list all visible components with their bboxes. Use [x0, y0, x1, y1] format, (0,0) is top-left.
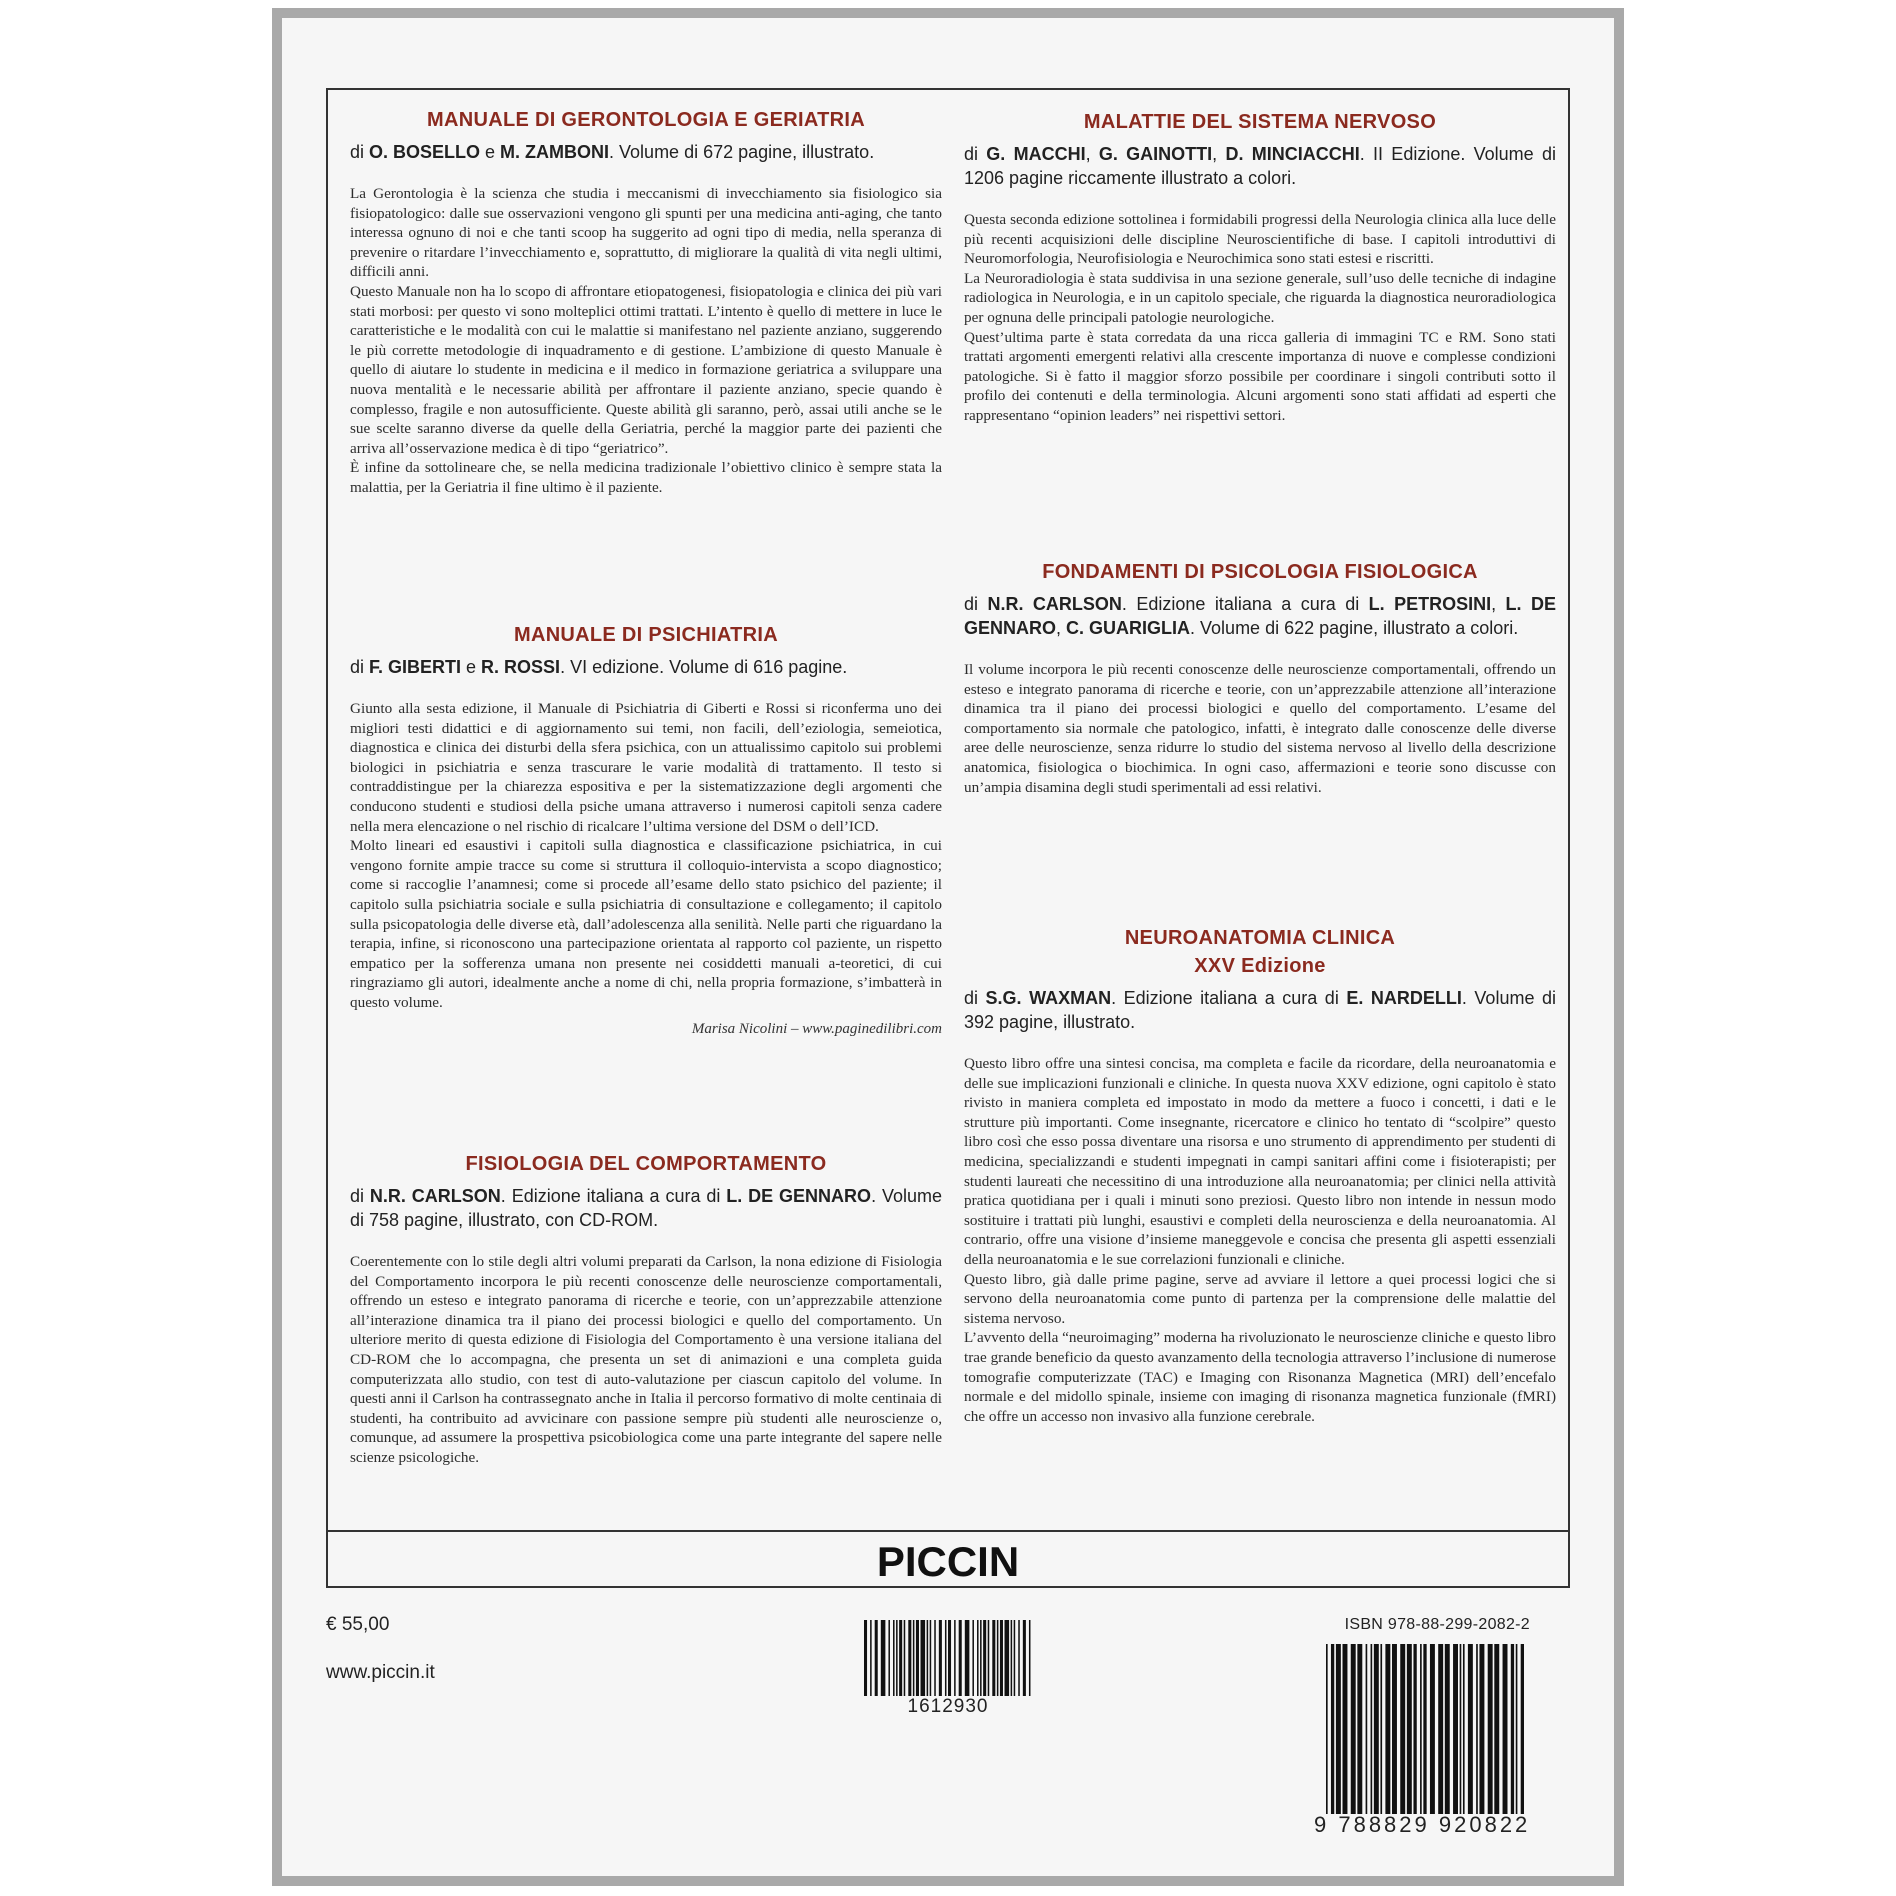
author-name: D. MINCIACCHI: [1225, 144, 1360, 164]
author-name: C. GUARIGLIA: [1066, 618, 1191, 638]
barcode-bar: [1488, 1644, 1493, 1814]
barcode-bar: [1503, 1644, 1508, 1814]
barcode-bar: [1011, 1620, 1013, 1696]
author-name: M. ZAMBONI: [500, 142, 610, 162]
barcode-bar: [980, 1620, 982, 1696]
barcode-bar: [864, 1620, 867, 1696]
barcode-bar: [881, 1620, 886, 1696]
barcode-bar: [1516, 1644, 1518, 1814]
price: € 55,00: [326, 1614, 390, 1635]
description-paragraph: Molto lineari ed esaustivi i capitoli sulla diagnostica e classificazione psichiatrica, in cui vengono fornite ampie tracce su come si struttura il colloquio-intervista a scopo diagnostico; come si raccoglie l’anamnesi; come si procede all’esame dello stato psichico del paziente; il capitolo sulla psichiatria sociale e sulla psichiatria di consultazione e collegamento; il capitolo sulla psicopatologia delle diverse età, dall’adolescenza alla senilità. Nelle parti che riguardano la terapia, infine, si riconoscono una partecipazione orientata al rapporto col paziente, un rispetto empatico per la sofferenza umana non presente nei cosiddetti manuali a-teoretici, di cui ringraziamo gli autori, idealmente anche a nome di chi, nella propria formazione, s’imbatterà in questo volume.: [350, 837, 942, 1011]
author-name: S.G. WAXMAN: [985, 988, 1112, 1008]
author-name: L. DE GENNARO: [726, 1186, 872, 1206]
barcode-bar: [1336, 1644, 1341, 1814]
book-description: [350, 184, 942, 498]
barcode-bar: [1476, 1644, 1478, 1814]
book-title: FONDAMENTI DI PSICOLOGIA FISIOLOGICA: [1042, 561, 1478, 583]
barcode-bar: [1343, 1644, 1348, 1814]
description-paragraph: Questo Manuale non ha lo scopo di affrontare etiopatogenesi, fisiopatologia e clinica dei più vari stati morbosi: per questo vi sono molteplici ottimi trattati. L’intento è quello di mettere in luce le caratteristiche e le modalità con cui le malattie si manifestano nel paziente anziano, suggerendo le più corrette metodologie di inquadramento e di gestione. L’ambizione di questo Manuale è quello di aiutare lo studente in medicina e il medico in formazione geriatrica a sviluppare una nuova mentalità e le necessarie abilità per affrontare il paziente anziano, specie quando è complesso, fragile e non autosufficiente. Queste abilità gli saranno, però, assai utili anche se le sue scelte saranno diverse da quelle della Geriatria, perché la maggior parte dei pazienti che arriva all’osservazione medica è di tipo “geriatrico”.: [350, 282, 942, 457]
barcode-bar: [934, 1620, 936, 1696]
barcode-bar: [1479, 1644, 1484, 1814]
barcode-bar: [1380, 1644, 1382, 1814]
barcode-bar: [893, 1620, 895, 1696]
barcode-bar: [1023, 1620, 1026, 1696]
cover-footer: [326, 1600, 1570, 1880]
barcode-bar: [1000, 1620, 1003, 1696]
book-title: NEUROANATOMIA CLINICA: [1124, 927, 1396, 949]
book-edition: XXV Edizione: [1194, 955, 1326, 977]
book-comportamento: [350, 1150, 942, 1468]
book-description: [350, 699, 942, 1013]
author-name: L. PETROSINI: [1368, 594, 1492, 614]
description-paragraph: La Neuroradiologia è stata suddivisa in una sezione generale, sull’uso delle tecniche di indagine radiologica in Neurologia, e in un capitolo speciale, che riguarda la diagnostica neuroradiologica per ognuna delle principali patologie neurologiche.: [964, 269, 1556, 326]
book-description: [964, 1054, 1556, 1426]
author-name: G. MACCHI: [986, 144, 1086, 164]
book-authors: di S.G. WAXMAN. Edizione italiana a cura di E. NARDELLI. Volume di 392 pagine, illustrato.: [964, 988, 1556, 1032]
barcode-bar: [913, 1620, 915, 1696]
barcode-bar: [1463, 1644, 1465, 1814]
book-psichiatria: [350, 621, 942, 1038]
book-psicologia-fisiologica: [964, 558, 1556, 797]
description-paragraph: Il volume incorpora le più recenti conoscenze delle neuroscienze comportamentali, offrendo un esteso e integrato panorama di ricerche e teorie, con un’apprezzabile attenzione all’interazione dinamica tra il piano dei processi biologici e quello del comportamento. L’esame del comportamento sia normale che patologico, infatti, è integrato dalle conoscenze delle diverse aree delle neuroscienze, senza ridurre lo studio del sistema nervoso al livello della descrizione anatomica, fisiologica o biochimica. In ogni caso, affermazioni e teorie sono discusse con un’ampia disamina degli studi sperimentali ad essi relativi.: [964, 661, 1556, 796]
barcode-bar: [1407, 1644, 1412, 1814]
barcode-bar: [927, 1620, 929, 1696]
barcode-bar: [988, 1620, 990, 1696]
description-paragraph: Giunto alla sesta edizione, il Manuale di Psichiatria di Giberti e Rossi si riconferma uno dei migliori testi didattici e di aggiornamento sui temi, non facili, dell’eziologia, semeiotica, diagnostica e clinica dei disturbi della sfera psichica, con un attualissimo capitolo sui problemi biologici in psichiatria e senza trascurare le varie modalità di trattamento. Il testo si contraddistingue per la chiarezza espositiva e per la sistematizzazione degli argomenti che conducono studenti e studiosi della psiche umana attraverso i numerosi capitoli senza cadere nella mera elencazione o nel rischio di ricalcare l’ultima versione del DSM o dell’ICD.: [350, 700, 942, 835]
description-paragraph: È infine da sottolineare che, se nella medicina tradizionale l’obiettivo clinico è sempre stata la malattia, per la Geriatria il fine ultimo è il paziente.: [350, 459, 942, 496]
barcode-bar: [1351, 1644, 1356, 1814]
book-authors: di N.R. CARLSON. Edizione italiana a cura di L. PETROSINI, L. DE GENNARO, C. GUARIGLIA. Volume di 622 pagine, illustrato a colori.: [964, 594, 1556, 638]
barcode-bar: [1423, 1644, 1426, 1814]
barcode-bar: [1413, 1644, 1416, 1814]
barcode-bar: [954, 1620, 956, 1696]
barcode-bar: [875, 1620, 878, 1696]
barcode-bar: [1371, 1644, 1373, 1814]
author-name: F. GIBERTI: [369, 657, 462, 677]
barcode-bar: [1392, 1644, 1397, 1814]
isbn-barcode-number: 9 788829 920822: [1314, 1812, 1531, 1837]
book-sistema-nervoso: [964, 108, 1556, 426]
barcode-bar: [930, 1620, 932, 1696]
barcode-bar: [939, 1620, 942, 1696]
barcode-bar: [1357, 1644, 1362, 1814]
barcode-bar: [1005, 1620, 1010, 1696]
book-description: [964, 210, 1556, 426]
author-name: R. ROSSI: [481, 657, 561, 677]
barcode-bar: [1453, 1644, 1458, 1814]
barcode-bar: [959, 1620, 962, 1696]
barcode-bar: [948, 1620, 951, 1696]
barcode-bar: [1385, 1644, 1390, 1814]
barcode-bar: [1029, 1620, 1031, 1696]
author-name: O. BOSELLO: [369, 142, 481, 162]
description-paragraph: Questa seconda edizione sottolinea i formidabili progressi della Neurologia clinica alla luce delle più recenti acquisizioni delle discipline Neuroscientifiche di base. I capitoli introduttivi di Neuromorfologia, Neurofisiologia e Neurochimica sono stati estesi e riscritti.: [964, 211, 1556, 268]
barcode-bar: [1438, 1644, 1443, 1814]
barcode-bar: [977, 1620, 979, 1696]
book-title: MANUALE DI PSICHIATRIA: [513, 624, 778, 646]
barcode-bar: [945, 1620, 947, 1696]
barcode-bar: [921, 1620, 926, 1696]
book-neuroanatomia: [964, 924, 1556, 1426]
review-credit: Marisa Nicolini – www.paginedilibri.com: [691, 1020, 942, 1037]
divider-line: [328, 1530, 1568, 1532]
barcode-bar: [972, 1620, 974, 1696]
book-title: FISIOLOGIA DEL COMPORTAMENTO: [465, 1153, 827, 1175]
barcode-bar: [997, 1620, 999, 1696]
book-description: [350, 1252, 942, 1468]
barcode-bar: [1374, 1644, 1379, 1814]
barcode-bar: [896, 1620, 898, 1696]
description-paragraph: La Gerontologia è la scienza che studia i meccanismi di invecchiamento sia fisiologico sia fisiopatologico: dalle sue osservazioni vengono gli spunti per una medicina anti-aging, che tanto interessa ognuno di noi e che tanti scoop ha suggerito ad ogni tipo di media, nella speranza di prevenire o ritardare l’invecchiamento e, soprattutto, di migliorare la qualità di vita negli ultimi, difficili anni.: [350, 185, 942, 281]
barcode-bar: [1468, 1644, 1473, 1814]
book-description: [964, 660, 1556, 797]
author-name: E. NARDELLI: [1346, 988, 1462, 1008]
publisher-logo: PICCIN: [876, 1538, 1020, 1585]
barcode-bar: [1460, 1644, 1462, 1814]
small-barcode: [864, 1620, 1032, 1696]
description-paragraph: Quest’ultima parte è stata corredata da una ricca galleria di immagini TC e RM. Sono stati trattati argomenti emergenti relativi alla crescente importanza di nuove e complesse condizioni patologiche. Si è fatto il maggior sforzo possibile per coordinare i singoli contributi sotto il profilo dei contenuti e della terminologia. Alcuni argomenti sono stati affidati ad esperti che rappresentano “opinion leaders” nei rispettivi settori.: [964, 328, 1556, 424]
catalogue-frame: [326, 88, 1570, 1588]
author-name: N.R. CARLSON: [369, 1186, 501, 1206]
barcode-bar: [1326, 1644, 1328, 1814]
barcode-bar: [1511, 1644, 1514, 1814]
description-paragraph: Coerentemente con lo stile degli altri volumi preparati da Carlson, la nona edizione di Fisiologia del Comportamento incorpora le più recenti conoscenze delle neuroscienze comportamentali, offrendo un esteso e integrato panorama di ricerche e teorie, con un’apprezzabile attenzione all’interazione dinamica tra il piano dei processi biologici e quello del comportamento. Un ulteriore merito di questa edizione di Fisiologia del Comportamento è una versione italiana del CD-ROM che lo accompagna, che presenta un set di animazioni e una completa guida computerizzata allo studio, con test di auto-valutazione per ciascun capitolo del volume. In questi anni il Carlson ha contrassegnato anche in Italia il percorso formativo di molte centinaia di studenti, ha contribuito ad avvicinare con passione sempre più studenti alle neuroscienze o, comunque, ad assumere la prospettiva psicobiologica come una parte integrante del sapere nelle scienze psicologiche.: [350, 1253, 942, 1466]
barcode-bar: [1430, 1644, 1435, 1814]
description-paragraph: Questo libro, già dalle prime pagine, serve ad avviare il lettore a quei processi logici che si servono della neuroanatomia come punto di partenza per la comprensione delle malattie del sistema nervoso.: [964, 1270, 1556, 1327]
barcode-bar: [1366, 1644, 1368, 1814]
barcode-bar: [870, 1620, 872, 1696]
barcode-bar: [1014, 1620, 1016, 1696]
barcode-bar: [1331, 1644, 1334, 1814]
author-name: G. GAINOTTI: [1098, 144, 1213, 164]
book-title: MANUALE DI GERONTOLOGIA E GERIATRIA: [427, 109, 865, 131]
author-name: N.R. CARLSON: [987, 594, 1122, 614]
barcode-bar: [1494, 1644, 1499, 1814]
barcode-bar: [1445, 1644, 1450, 1814]
barcode-bar: [965, 1620, 970, 1696]
book-gerontologia: [350, 106, 942, 498]
book-authors: di G. MACCHI, G. GAINOTTI, D. MINCIACCHI. II Edizione. Volume di 1206 pagine riccamente illustrato a colori.: [964, 144, 1556, 188]
author-name: L. DE GENNARO: [964, 594, 1556, 638]
barcode-bar: [992, 1620, 995, 1696]
barcode-bar: [888, 1620, 890, 1696]
barcode-bar: [1521, 1644, 1524, 1814]
barcode-bar: [983, 1620, 986, 1696]
barcode-bar: [916, 1620, 919, 1696]
barcode-bar: [899, 1620, 902, 1696]
book-title: MALATTIE DEL SISTEMA NERVOSO: [1083, 111, 1437, 133]
book-authors: di F. GIBERTI e R. ROSSI. VI edizione. Volume di 616 pagine.: [350, 657, 848, 677]
description-paragraph: L’avvento della “neuroimaging” moderna ha rivoluzionato le neuroscienze cliniche e questo libro trae grande beneficio da questo avanzamento della tecnologia attraverso l’inclusione di numerose tomografie computerizzate (TAC) e Imaging con Risonanza Magnetica (MRI) dell’encefalo normale e del midollo spinale, insieme con imaging di risonanza magnetica funzionale (fMRI) che offre un accesso non invasivo alla funzione cerebrale.: [964, 1329, 1556, 1425]
barcode-bar: [1420, 1644, 1422, 1814]
barcode-bar: [908, 1620, 911, 1696]
barcode-bar: [904, 1620, 906, 1696]
small-barcode-number: 1612930: [907, 1696, 989, 1717]
barcode-bar: [1400, 1644, 1405, 1814]
isbn-barcode: [1326, 1644, 1524, 1814]
description-paragraph: Questo libro offre una sintesi concisa, ma completa e facile da ricordare, della neuroanatomia e delle sue implicazioni funzionali e cliniche. In questa nuova XXV edizione, ogni capitolo è stato rivisto in maniera completa ed impostato in modo da mettere a fuoco i concetti, i dati e le strutture più importanti. Come insegnante, ricercatore e clinico ho tentato di “scolpire” questo libro così che esso possa diventare una risorsa e uno strumento di apprendimento per studenti di medicina, specializzandi e studenti impegnati in campi sanitari affini come i fisioterapisti; per studenti laureati che necessitino di una introduzione alla neuroanatomia; per clinici nella attività pratica quotidiana per i quali i minuti sono preziosi. Questo libro non intende in nessun modo sostituire i trattati più lunghi, esaustivi e completi della neuroscienza e della neuroanatomia. Al contrario, offre una visione d’insieme maneggevole e concisa che presenta gli aspetti essenziali della neuroanatomia e le sue correlazioni funzionali e cliniche.: [964, 1055, 1556, 1268]
website: www.piccin.it: [326, 1662, 435, 1683]
barcode-bar: [1018, 1620, 1020, 1696]
book-authors: di N.R. CARLSON. Edizione italiana a cura di L. DE GENNARO. Volume di 758 pagine, illustrato, con CD-ROM.: [350, 1186, 942, 1230]
isbn: ISBN 978-88-299-2082-2: [1344, 1616, 1530, 1633]
book-authors: di O. BOSELLO e M. ZAMBONI. Volume di 672 pagine, illustrato.: [350, 142, 875, 162]
